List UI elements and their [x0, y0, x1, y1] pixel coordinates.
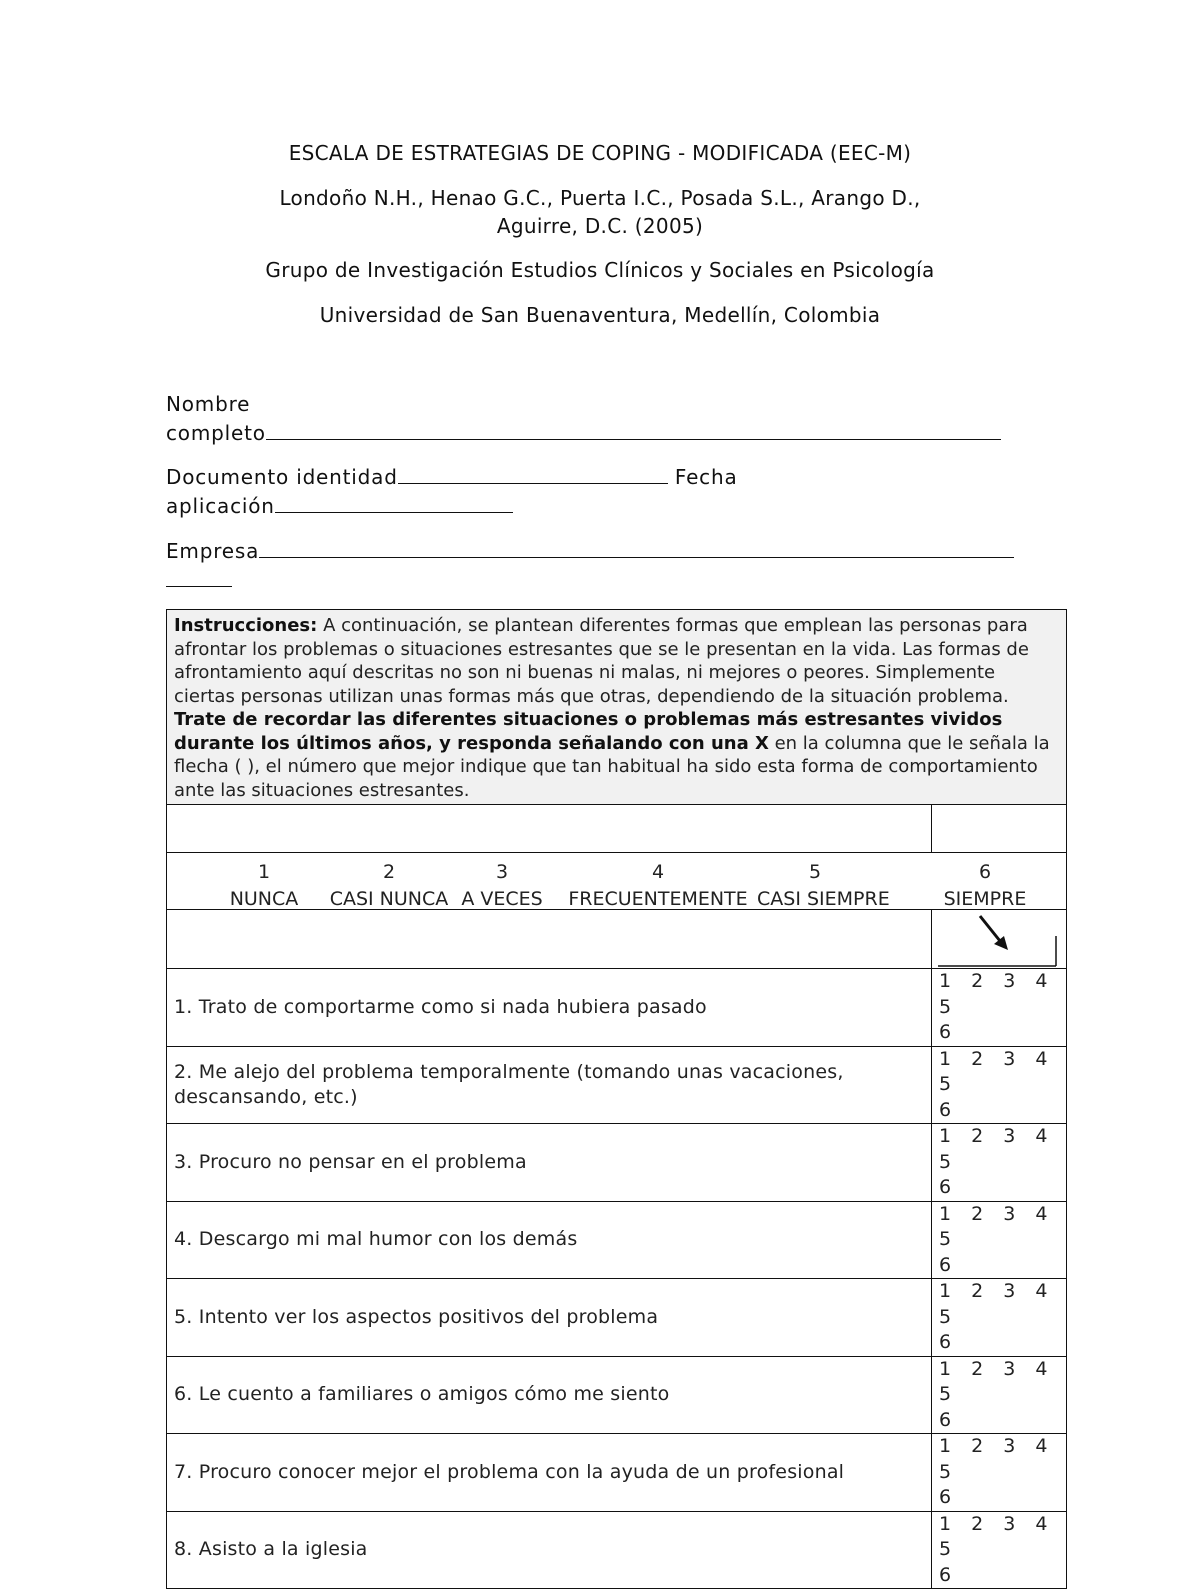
fecha-label-2: aplicación: [166, 494, 275, 518]
instructions-text-1: A continuación, se plantean diferentes formas que emplean las personas para afrontar los problemas o situaciones estresantes que se le presentan en la vida. Las formas de afrontamiento aquí descritas no son ni buenas ni malas, ni mejores o peores. Simplemente ciertas personas utilizan unas formas más que otras, dependiendo de la situación problema.: [174, 615, 1029, 707]
scale-option-3: 3 A VECES: [461, 861, 543, 910]
item-text: 5. Intento ver los aspectos positivos del problema: [167, 1279, 932, 1357]
table-row: [167, 1434, 1067, 1512]
item-options[interactable]: 1 2 3 4 5 6: [932, 1046, 1067, 1124]
item-options[interactable]: 1 2 3 4 5 6: [932, 1356, 1067, 1434]
instructions-cell: [167, 610, 1067, 805]
item-text: 2. Me alejo del problema temporalmente (tomando unas vacaciones, descansando, etc.): [167, 1046, 932, 1124]
scale-legend: [167, 853, 1067, 910]
table-row: [167, 969, 1067, 1047]
table-row: [167, 1511, 1067, 1589]
item-options[interactable]: 1 2 3 4 5 6: [932, 1434, 1067, 1512]
item-text: 1. Trato de comportarme como si nada hubiera pasado: [167, 969, 932, 1047]
item-text: 8. Asisto a la iglesia: [167, 1511, 932, 1589]
item-text: 7. Procuro conocer mejor el problema con la ayuda de un profesional: [167, 1434, 932, 1512]
table-row: [167, 1124, 1067, 1202]
item-options[interactable]: 1 2 3 4 5 6: [932, 1511, 1067, 1589]
nombre-field: [166, 390, 1001, 448]
fecha-input-line[interactable]: [275, 492, 513, 513]
scale-option-6: 6 SIEMPRE: [943, 861, 1027, 910]
instructions-bold: Trate de recordar las diferentes situaciones o problemas más estresantes vividos durante los últimos años, y responda señalando con una X: [174, 709, 1003, 754]
nombre-label-2: completo: [166, 421, 266, 445]
scale-option-1: 1 NUNCA: [229, 861, 299, 910]
table-row: [167, 1279, 1067, 1357]
item-options[interactable]: 1 2 3 4 5 6: [932, 1124, 1067, 1202]
item-text: 4. Descargo mi mal humor con los demás: [167, 1201, 932, 1279]
research-group: Grupo de Investigación Estudios Clínicos y Sociales en Psicología: [265, 258, 935, 282]
nombre-input-line[interactable]: [266, 419, 1001, 440]
empresa-input-line-cont[interactable]: [166, 566, 232, 587]
documento-field: [166, 463, 738, 521]
blank-cell: [167, 910, 932, 969]
scale-option-2: 2 CASI NUNCA: [329, 861, 449, 910]
coping-scale-table: [166, 609, 1067, 1589]
university: Universidad de San Buenaventura, Medellín, Colombia: [319, 303, 881, 327]
documento-input-line[interactable]: [398, 463, 668, 484]
item-text: 6. Le cuento a familiares o amigos cómo me siento: [167, 1356, 932, 1434]
scale-option-5: 5 CASI SIEMPRE: [757, 861, 890, 910]
nombre-label-1: Nombre: [166, 392, 251, 416]
authors-line-2: Aguirre, D.C. (2005): [496, 214, 704, 238]
arrow-down-right-icon: [932, 910, 1066, 968]
empresa-field: [166, 537, 1014, 595]
empresa-input-line[interactable]: [259, 537, 1014, 558]
arrow-cell: [932, 910, 1067, 969]
item-options[interactable]: 1 2 3 4 5 6: [932, 1201, 1067, 1279]
blank-cell: [167, 805, 932, 853]
instructions-text-2: en la columna que le señala la flecha ( ), el número que mejor indique que tan habitual ha sido esta forma de comportamiento ante las situaciones estresantes.: [174, 732, 1050, 801]
scale-option-4: 4 FRECUENTEMENTE: [568, 861, 748, 910]
instructions-label: Instrucciones:: [174, 615, 318, 636]
item-options[interactable]: 1 2 3 4 5 6: [932, 1279, 1067, 1357]
item-text: 3. Procuro no pensar en el problema: [167, 1124, 932, 1202]
documento-label: Documento identidad: [166, 465, 398, 489]
item-options[interactable]: 1 2 3 4 5 6: [932, 969, 1067, 1047]
document-title: ESCALA DE ESTRATEGIAS DE COPING - MODIFICADA (EEC-M): [288, 141, 912, 165]
authors-line-1: Londoño N.H., Henao G.C., Puerta I.C., Posada S.L., Arango D.,: [279, 186, 921, 210]
empresa-label: Empresa: [166, 539, 260, 563]
table-row: [167, 1356, 1067, 1434]
blank-cell: [932, 805, 1067, 853]
table-row: [167, 1046, 1067, 1124]
table-row: [167, 1201, 1067, 1279]
fecha-label-1: Fecha: [674, 465, 738, 489]
